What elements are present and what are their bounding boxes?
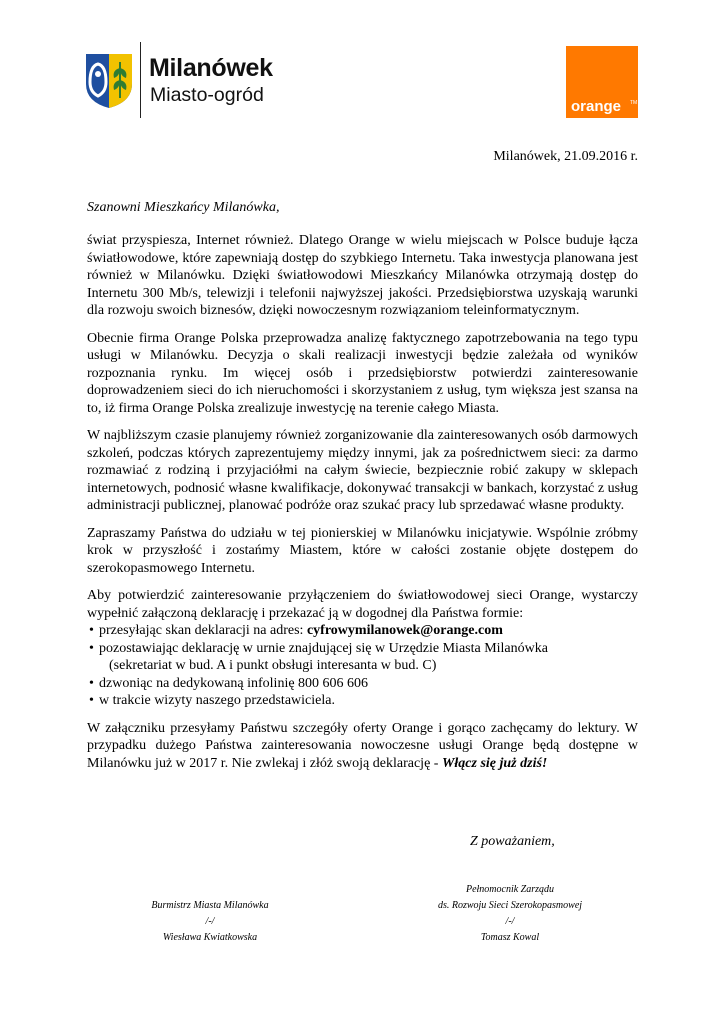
letter-body	[87, 232, 638, 782]
signature-representative	[400, 882, 620, 946]
orange-logo	[566, 46, 638, 118]
option-urn	[87, 640, 638, 675]
city-name-logo-text: Milanówek	[149, 54, 273, 82]
option-phone: • dzwoniąc na dedykowaną infolinię 800 606 606	[87, 675, 638, 693]
declaration-email-link[interactable]: cyfrowymilanowek@orange.com	[306, 623, 503, 638]
signature-rep-name: Tomasz Kowal	[480, 932, 540, 943]
orange-logo-text: orange	[571, 98, 622, 115]
orange-logo-trademark: TM	[630, 100, 638, 106]
option-email	[87, 622, 638, 640]
option-email-label: przesyłając skan deklaracji na adres:	[99, 623, 307, 638]
option-urn-line1: pozostawiając deklarację w urnie znajdującej się w Urzędzie Miasta Milanówka	[99, 640, 548, 656]
signature-rep-mark: /-/	[505, 916, 515, 927]
signature-mayor-role: Burmistrz Miasta Milanówka	[151, 900, 269, 911]
signature-rep-role-line2: ds. Rozwoju Sieci Szerokopasmowej	[437, 900, 583, 911]
declaration-options-list	[87, 622, 638, 710]
city-tagline-logo-text: Miasto-ogród	[150, 84, 264, 106]
paragraph-analysis: Obecnie firma Orange Polska przeprowadza analizę faktycznego zapotrzebowania na tego typu usługi w Milanówku. Decyzja o skali realizacji inwestycji będzie zależała od wyników rozpoznania rynku. Im więcej osób i przedsiębiorstw potwierdzi zainteresowanie doprowadzeniem sieci do ich nieruchomości i skorzystaniem z usług, tym większa jest szansa na to, iż firma Orange Polska zrealizuje inwestycję na terenie całego Miasta.	[87, 330, 638, 416]
option-visit: • w trakcie wizyty naszego przedstawiciela.	[87, 692, 638, 710]
milanowek-crest-logo	[84, 52, 134, 110]
final-slogan: Włącz się już dziś!	[441, 755, 548, 771]
signature-rep-role-line1: Pełnomocnik Zarządu	[465, 884, 555, 895]
letter-greeting: Szanowni Mieszkańcy Milanówka,	[87, 200, 280, 215]
paragraph-intro: świat przyspiesza, Internet również. Dlatego Orange w wielu miejscach w Polsce buduje łącza światłowodowe, które zapewniają dostęp do szybkiego Internetu. Taka inwestycja planowana jest również w Milanówku. Dzięki światłowodowi Mieszkańcy Milanówka otrzymają dostęp do Internetu 300 Mb/s, telewizji i telefonii najwyższej jakości. Przedsiębiorstwa uzyskają warunki dla rozwoju swoich biznesów, dzięki nowoczesnym rozwiązaniom teleinformatycznym.	[87, 233, 638, 318]
paragraph-declaration-intro: Aby potwierdzić zainteresowanie przyłączeniem do światłowodowej sieci Orange, wystarczy wypełnić załączoną deklarację i przekazać ją w dogodnej dla Państwa formie:	[87, 588, 638, 621]
letter-date: Milanówek, 21.09.2016 r.	[493, 149, 638, 164]
paragraph-final	[87, 720, 638, 773]
option-urn-line2: (sekretariat w bud. A i punkt obsługi interesanta w bud. C)	[109, 658, 437, 673]
paragraph-training: W najbliższym czasie planujemy również zorganizowanie dla zainteresowanych osób darmowych szkoleń, podczas których zaprezentujemy między innymi, jak za pośrednictwem sieci: za darmo rozmawiać z rodziną i przyjaciółmi na całym świecie, bezpiecznie robić zakupy w sklepach internetowych, podnosić własne kwalifikacje, dokonywać transakcji w bankach, korzystać z usług administracji publicznej, planować podróże oraz szukać pracy lub sprzedawać własne produkty.	[87, 428, 638, 513]
paragraph-invitation: Zapraszamy Państwa do udziału w tej pionierskiej w Milanówku inicjatywie. Wspólnie zróbmy krok w przyszłość i zostańmy Miastem, które w całości zostanie objęte dostępem do szerokopasmowego Internetu.	[87, 525, 638, 576]
signature-mayor-mark: /-/	[205, 916, 215, 927]
signature-mayor	[120, 898, 300, 946]
final-paragraph-text: W załączniku przesyłamy Państwu szczegóły oferty Orange i gorąco zachęcamy do lektury. W przypadku dużego Państwa zainteresowania nowoczesne usługi Orange będą dostępne w Milanówku już w 2017 r. Nie zwlekaj i złóż swoją deklarację -	[87, 720, 638, 771]
letter-closing: Z poważaniem,	[470, 834, 555, 849]
logo-divider	[140, 42, 141, 118]
signature-mayor-name: Wiesława Kwiatkowska	[162, 932, 258, 943]
